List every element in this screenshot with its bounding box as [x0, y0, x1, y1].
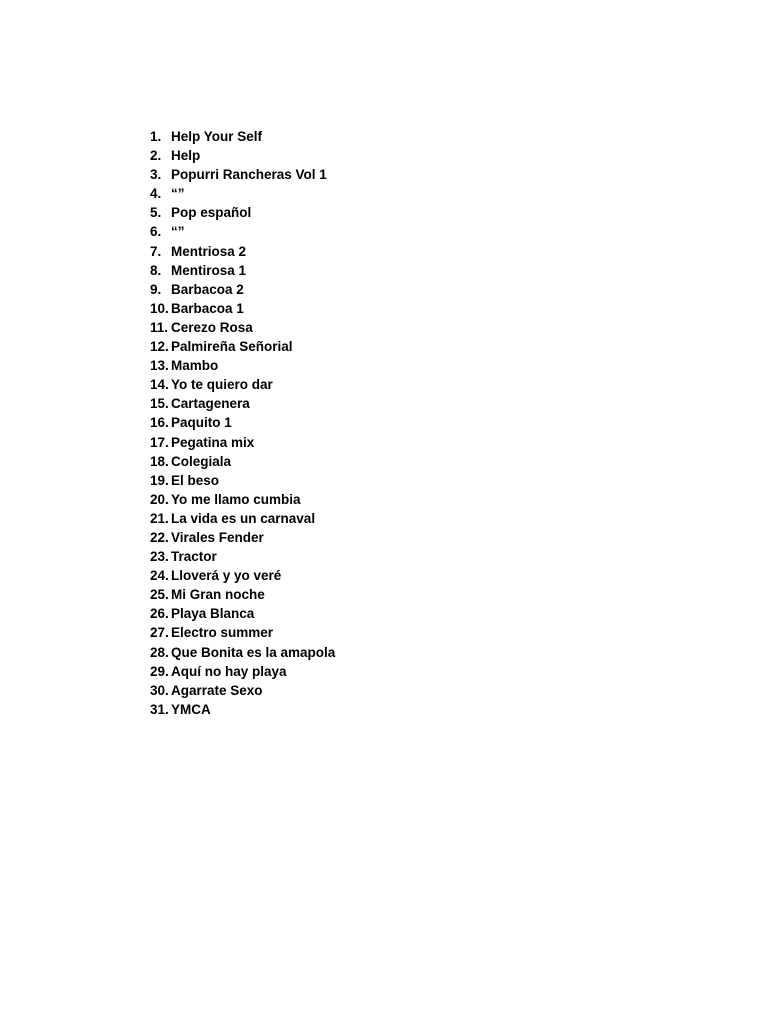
list-item-number: 1.: [150, 129, 162, 144]
list-item-title: Aquí no hay playa: [171, 663, 287, 679]
list-item-number: 17.: [150, 434, 169, 450]
list-item-title: Virales Fender: [171, 529, 264, 545]
list-item-title: Mentirosa 1: [171, 262, 247, 278]
list-item: [150, 681, 335, 700]
list-item-number: 24.: [150, 568, 169, 584]
list-item-title: “”: [171, 224, 185, 240]
list-item: [150, 604, 335, 623]
list-item-title: Help: [171, 148, 201, 164]
list-item-title: Yo te quiero dar: [171, 377, 273, 393]
list-item-number: 19.: [150, 472, 169, 488]
list-item-title: Mi Gran noche: [171, 587, 265, 603]
list-item-number: 3.: [150, 167, 162, 183]
list-item-title: Pop español: [171, 205, 252, 221]
list-item: [150, 528, 335, 547]
list-item-title: Palmireña Señorial: [171, 339, 293, 355]
list-item: [150, 471, 335, 490]
list-item: [150, 643, 335, 662]
list-item-title: Help Your Self: [171, 129, 263, 144]
list-item-title: Agarrate Sexo: [171, 682, 263, 698]
list-item: [150, 242, 335, 261]
list-item: [150, 203, 335, 222]
list-item-number: 12.: [150, 339, 169, 355]
list-item: [150, 566, 335, 585]
list-item-number: 21.: [150, 510, 169, 526]
list-item-number: 16.: [150, 415, 169, 431]
list-item: [150, 318, 335, 337]
list-item: [150, 413, 335, 432]
list-item-title: Mentriosa 2: [171, 243, 247, 259]
list-item-number: 18.: [150, 453, 169, 469]
list-item-number: 6.: [150, 224, 162, 240]
list-item-title: Playa Blanca: [171, 606, 255, 622]
list-item-number: 4.: [150, 186, 162, 202]
list-item-number: 22.: [150, 529, 169, 545]
list-item-number: 23.: [150, 549, 169, 565]
list-item-number: 8.: [150, 262, 162, 278]
list-item-title: Paquito 1: [171, 415, 232, 431]
list-item-title: YMCA: [171, 701, 211, 717]
list-item-title: La vida es un carnaval: [171, 510, 316, 526]
list-item-number: 7.: [150, 243, 162, 259]
list-item-title: Tractor: [171, 549, 217, 565]
song-list: [150, 127, 335, 719]
list-item-title: Barbacoa 2: [171, 281, 244, 297]
list-item-number: 15.: [150, 396, 169, 412]
list-item-title: Barbacoa 1: [171, 300, 244, 316]
list-item-number: 25.: [150, 587, 169, 603]
list-item: [150, 490, 335, 509]
list-item: [150, 585, 335, 604]
list-item-number: 2.: [150, 148, 162, 164]
list-item: [150, 261, 335, 280]
list-item-title: Popurri Rancheras Vol 1: [171, 167, 327, 183]
list-item-title: Pegatina mix: [171, 434, 255, 450]
list-item: [150, 280, 335, 299]
list-item-number: 26.: [150, 606, 169, 622]
list-item-title: Colegiala: [171, 453, 232, 469]
list-item-title: Que Bonita es la amapola: [171, 644, 336, 660]
list-item-title: Cerezo Rosa: [171, 319, 253, 335]
list-item-number: 13.: [150, 358, 169, 374]
list-item-number: 20.: [150, 491, 169, 507]
list-item-number: 14.: [150, 377, 169, 393]
list-item-number: 27.: [150, 625, 169, 641]
list-item: [150, 452, 335, 471]
list-item-title: Cartagenera: [171, 396, 250, 412]
list-item: [150, 509, 335, 528]
list-item-title: Yo me llamo cumbia: [171, 491, 301, 507]
list-item: [150, 394, 335, 413]
list-item: [150, 184, 335, 203]
list-item: [150, 127, 335, 146]
list-item: [150, 662, 335, 681]
list-item-number: 9.: [150, 281, 162, 297]
list-item-title: Electro summer: [171, 625, 274, 641]
list-item-number: 29.: [150, 663, 169, 679]
list-item-number: 5.: [150, 205, 162, 221]
list-item: [150, 356, 335, 375]
list-item: [150, 299, 335, 318]
list-item: [150, 337, 335, 356]
list-item-title: El beso: [171, 472, 220, 488]
list-item: [150, 146, 335, 165]
list-item-number: 28.: [150, 644, 169, 660]
list-item-number: 11.: [150, 319, 169, 335]
list-item: [150, 623, 335, 642]
list-item: [150, 547, 335, 566]
list-item-title: “”: [171, 186, 185, 202]
list-item: [150, 375, 335, 394]
list-item-title: Lloverá y yo veré: [171, 568, 282, 584]
list-item: [150, 165, 335, 184]
list-item: [150, 700, 335, 719]
list-item-number: 10.: [150, 300, 169, 316]
list-item-number: 31.: [150, 701, 169, 717]
list-item-title: Mambo: [171, 358, 219, 374]
list-item: [150, 433, 335, 452]
list-item-number: 30.: [150, 682, 169, 698]
list-item: [150, 222, 335, 241]
